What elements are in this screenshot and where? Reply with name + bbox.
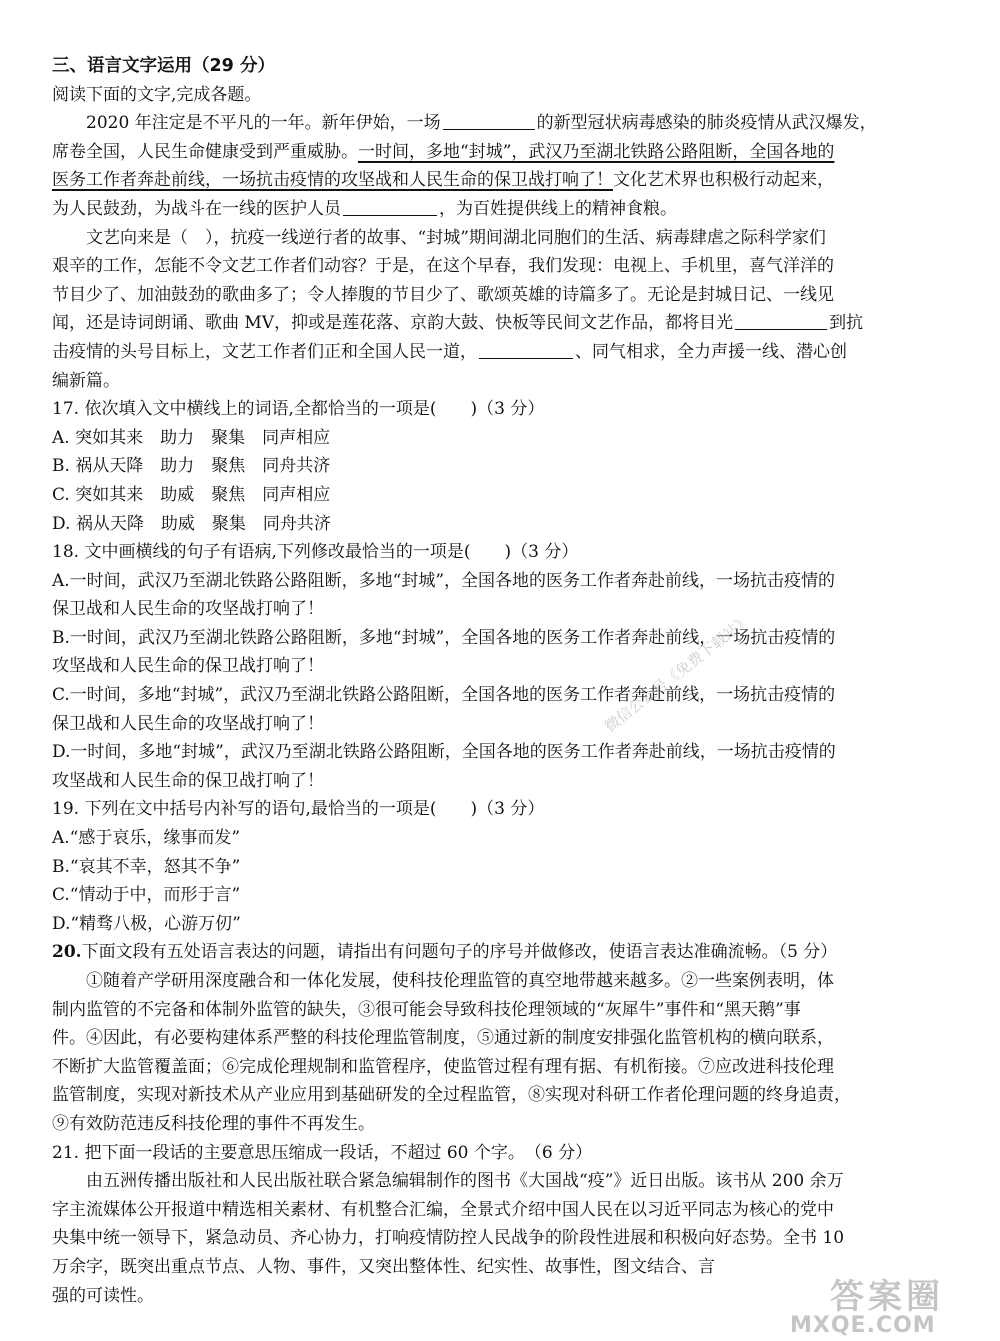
q17-option-a: A. 突如其来 助力 聚集 同声相应 [52, 427, 331, 448]
q20-line: ①随着产学研用深度融合和一体化发展，使科技伦理监管的真空地带越来越多。②一些案例表明，体 [86, 971, 834, 991]
watermark-text: 微信公众号《免费下载站》 [601, 610, 755, 736]
passage-line: 编新篇。 [52, 370, 120, 391]
q19-option-c: C.“情动于中，而形于言” [52, 885, 241, 906]
passage-line [52, 195, 954, 224]
q21-line: 强的可读性。 [52, 1285, 154, 1306]
passage-text: 击疫情的头号目标上，文艺工作者们正和全国人民一道， [52, 341, 477, 362]
q20-line: 监管制度，实现对新技术从产业应用到基础研发的全过程监管，⑧实现对科研工作者伦理问题的终身追责， [52, 1085, 851, 1106]
q21-line: 由五洲传播出版社和人民出版社联合紧急编辑制作的图书《大国战“疫”》近日出版。该书从 200 余万 [86, 1171, 844, 1192]
underlined-sentence: 一时间，多地“封城”，武汉乃至湖北铁路公路阻断，全国各地的 [358, 141, 835, 162]
q21-line: 央集中统一领导下，紧急动员、齐心协力，打响疫情防控人民战争的阶段性进展和积极向好态势。全书 10 [52, 1228, 845, 1249]
q17-option-d: D. 祸从天降 助威 聚集 同舟共济 [52, 513, 331, 534]
q19-stem: 19. 下列在文中括号内补写的语句,最恰当的一项是( )（3 分） [52, 799, 545, 820]
q19-option-a: A.“感于哀乐，缘事而发” [52, 828, 241, 849]
logo-title: 答案圈 [830, 1277, 944, 1317]
passage-text: 、同气相求，全力声援一线、潜心创 [575, 341, 847, 362]
fill-blank [443, 111, 535, 130]
q17-option-c: C. 突如其来 助威 聚焦 同声相应 [52, 484, 331, 505]
q17-option-b: B. 祸从天降 助力 聚焦 同舟共济 [52, 456, 331, 477]
q19-option-b: B.“哀其不幸，怒其不争” [52, 856, 241, 877]
section-title: 三、语言文字运用（29 分） [52, 56, 275, 76]
passage-text: ，为百姓提供线上的精神食粮。 [439, 198, 677, 219]
underlined-sentence: 医务工作者奔赴前线，一场抗击疫情的攻坚战和人民生命的保卫战打响了！ [52, 170, 613, 191]
passage-text: 席卷全国，人民生命健康受到严重威胁。 [52, 141, 358, 162]
q20-stem-text: 下面文段有五处语言表达的问题，请指出有问题句子的序号并做修改，使语言表达准确流畅。（5 分） [81, 942, 838, 963]
passage-line [52, 338, 954, 367]
passage-line [52, 138, 954, 167]
q18-option-d: D.一时间，多地“封城”，武汉乃至湖北铁路公路阻断，全国各地的医务工作者奔赴前线，一场抗击疫情的 [52, 742, 836, 763]
passage-text: 闻，还是诗词朗诵、歌曲 MV，抑或是莲花落、京韵大鼓、快板等民间文艺作品，都将目光 [52, 313, 734, 334]
q18-option-a: A.一时间，武汉乃至湖北铁路公路阻断，多地“封城”，全国各地的医务工作者奔赴前线，一场抗击疫情的 [52, 570, 836, 591]
passage-text: 为人民鼓劲，为战斗在一线的医护人员 [52, 198, 341, 219]
fill-blank [343, 197, 437, 216]
q21-stem: 21. 把下面一段话的主要意思压缩成一段话，不超过 60 个字。 （6 分） [52, 1142, 593, 1163]
q19-option-d: D.“精骛八极，心游万仞” [52, 913, 241, 934]
q20-line: 不断扩大监管覆盖面；⑥完成伦理规制和监管程序，使监管过程有理有据、有机衔接。⑦应改进科技伦理 [52, 1056, 834, 1077]
q18-option-b-cont: 攻坚战和人民生命的保卫战打响了！ [52, 656, 324, 677]
q20-number: 20. [52, 942, 82, 963]
fill-blank [735, 311, 827, 330]
q18-option-a-cont: 保卫战和人民生命的攻坚战打响了！ [52, 599, 324, 620]
q21-line: 万余字，既突出重点节点、人物、事件，又突出整体性、纪实性、故事性，图文结合、言 [52, 1256, 715, 1277]
passage-line: 艰辛的工作，怎能不令文艺工作者们动容？于是，在这个早春，我们发现：电视上、手机里，喜气洋洋的 [52, 256, 834, 277]
q20-line: 制内监管的不完备和体制外监管的缺失，③很可能会导致科技伦理领域的“灰犀牛”事件和“黑天鹅”事 [52, 999, 801, 1020]
q18-option-b: B.一时间，武汉乃至湖北铁路公路阻断，多地“封城”，全国各地的医务工作者奔赴前线，一场抗击疫情的 [52, 627, 836, 648]
site-logo [790, 1269, 980, 1339]
q21-line: 字主流媒体公开报道中精选相关素材、有机整合汇编，全景式介绍中国人民在以习近平同志为核心的党中 [52, 1199, 834, 1220]
instruction: 阅读下面的文字,完成各题。 [52, 84, 262, 105]
passage-text: 2020 年注定是不平凡的一年。新年伊始，一场 [86, 113, 441, 134]
q18-stem: 18. 文中画横线的句子有语病,下列修改最恰当的一项是( )（3 分） [52, 542, 579, 563]
logo-url: MXQE.COM [790, 1313, 936, 1338]
fill-blank [479, 340, 573, 359]
passage-line [52, 109, 954, 138]
passage-text: 文化艺术界也积极行动起来， [613, 170, 834, 191]
passage-line [52, 166, 954, 195]
q17-stem: 17. 依次填入文中横线上的词语,全都恰当的一项是( )（3 分） [52, 399, 545, 420]
passage-line: 节目少了、加油鼓劲的歌曲多了；令人捧腹的节目少了、歌颂英雄的诗篇多了。无论是封城日记、一线见 [52, 284, 834, 305]
q18-option-c-cont: 保卫战和人民生命的攻坚战打响了！ [52, 713, 324, 734]
q20-stem [52, 938, 954, 967]
q18-option-c: C.一时间，多地“封城”，武汉乃至湖北铁路公路阻断，全国各地的医务工作者奔赴前线，一场抗击疫情的 [52, 685, 836, 706]
passage-text: 的新型冠状病毒感染的肺炎疫情从武汉爆发， [536, 113, 877, 134]
passage-line [52, 309, 954, 338]
passage-text: 到抗 [829, 313, 864, 334]
q20-line: 件。④因此，有必要构建体系严整的科技伦理监管制度，⑤通过新的制度安排强化监管机构的横向联系， [52, 1028, 834, 1049]
q20-line: ⑨有效防范违反科技伦理的事件不再发生。 [52, 1113, 375, 1134]
q18-option-d-cont: 攻坚战和人民生命的保卫战打响了！ [52, 770, 324, 791]
passage-line: 文艺向来是（ ），抗疫一线逆行者的故事、“封城”期间湖北同胞们的生活、病毒肆虐之际科学家们 [86, 227, 826, 248]
